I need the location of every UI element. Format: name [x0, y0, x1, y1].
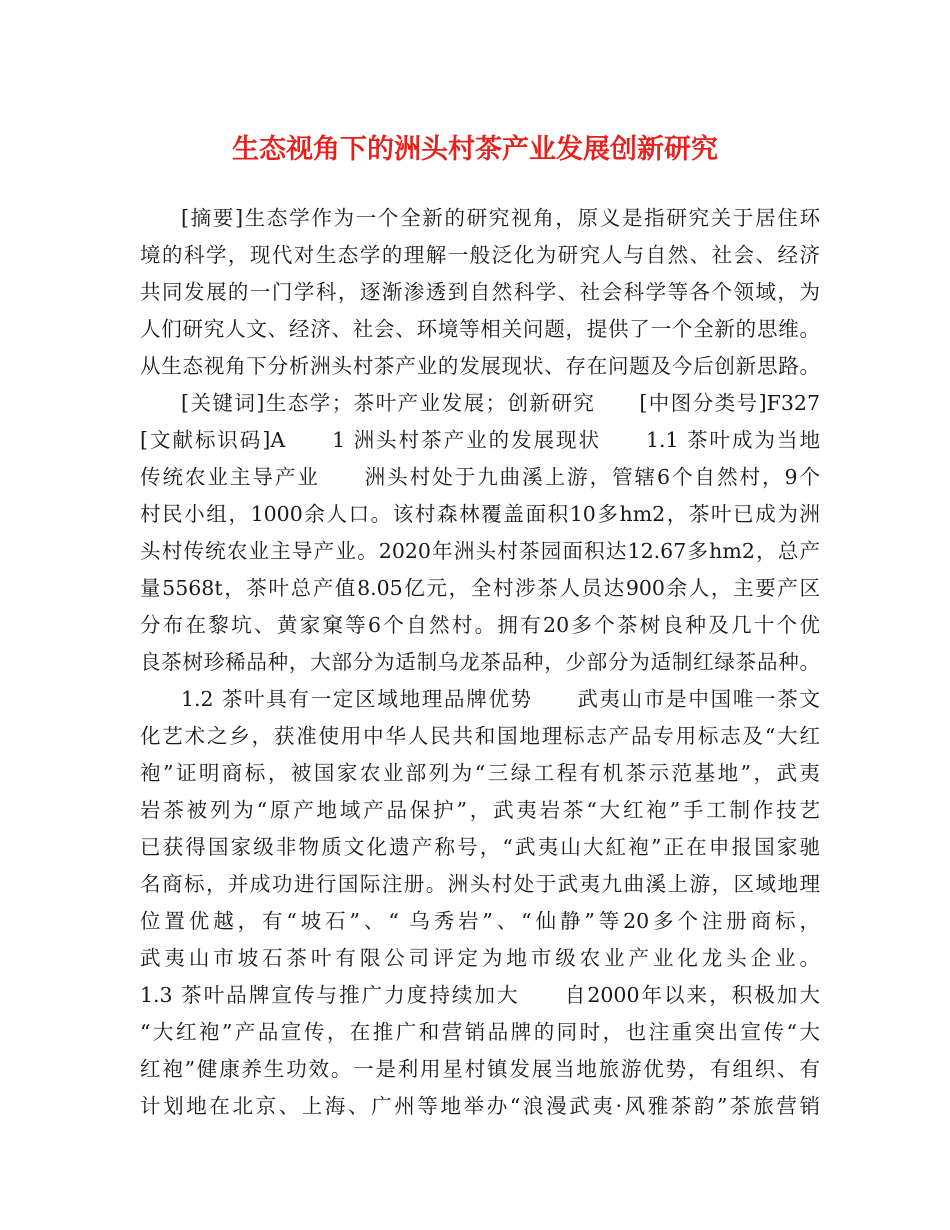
text-line: 红袍”健康养生功效。一是利用星村镇发展当地旅游优势，有组织、有	[140, 1057, 820, 1081]
text-line: 名商标，并成功进行国际注册。洲头村处于武夷九曲溪上游，区域地理	[140, 872, 820, 896]
text-line: 从生态视角下分析洲头村茶产业的发展现状、存在问题及今后创新思路。	[140, 354, 820, 378]
text-line: 良茶树珍稀品种，大部分为适制乌龙茶品种，少部分为适制红绿茶品种。	[140, 650, 820, 674]
text-line: 共同发展的一门学科，逐渐渗透到自然科学、社会科学等各个领域，为	[140, 280, 820, 304]
text-line: 分布在黎坑、黄家窠等6个自然村。拥有20多个茶树良种及几十个优	[140, 613, 820, 637]
text-line: 位置优越，有“坡石”、“ 乌秀岩”、“仙静”等20多个注册商标，	[140, 909, 820, 933]
text-line: 境的科学，现代对生态学的理解一般泛化为研究人与自然、社会、经济	[140, 243, 820, 267]
text-line: 1.3 茶叶品牌宣传与推广力度持续加大 自2000年以来，积极加大	[140, 983, 820, 1007]
text-line: 传统农业主导产业 洲头村处于九曲溪上游，管辖6个自然村，9个	[140, 465, 820, 489]
document-body	[140, 200, 820, 1125]
text-line: 武夷山市坡石茶叶有限公司评定为地市级农业产业化龙头企业。	[140, 946, 820, 970]
text-line: 袍”证明商标，被国家农业部列为“三绿工程有机茶示范基地”，武夷	[140, 761, 820, 785]
text-line: 村民小组，1000余人口。该村森林覆盖面积10多hm2，茶叶已成为洲	[140, 502, 820, 526]
text-line: [文献标识码]A 1 洲头村茶产业的发展现状 1.1 茶叶成为当地	[140, 428, 820, 452]
document-title: 生态视角下的洲头村茶产业发展创新研究	[232, 134, 718, 165]
text-line: [关键词]生态学；茶叶产业发展；创新研究 [中图分类号]F327	[181, 391, 820, 415]
text-line: “大红袍”产品宣传，在推广和营销品牌的同时，也注重突出宣传“大	[140, 1020, 820, 1044]
text-line: 岩茶被列为“原产地域产品保护”，武夷岩茶“大红袍”手工制作技艺	[140, 798, 820, 822]
text-line: 头村传统农业主导产业。2020年洲头村茶园面积达12.67多hm2，总产	[140, 539, 820, 563]
text-line: 计划地在北京、上海、广州等地举办“浪漫武夷·风雅茶韵”茶旅营销	[140, 1094, 820, 1118]
text-line: 已获得国家级非物质文化遗产称号，“武夷山大紅袍”正在申报国家驰	[140, 835, 820, 859]
text-line: 人们研究人文、经济、社会、环境等相关问题，提供了一个全新的思维。	[140, 317, 820, 341]
text-line: 量5568t，茶叶总产值8.05亿元，全村涉茶人员达900余人，主要产区	[140, 576, 820, 600]
text-line: 1.2 茶叶具有一定区域地理品牌优势 武夷山市是中国唯一茶文	[181, 687, 820, 711]
text-line: 化艺术之乡，获准使用中华人民共和国地理标志产品专用标志及“大红	[140, 724, 820, 748]
text-line: [摘要]生态学作为一个全新的研究视角，原义是指研究关于居住环	[181, 206, 820, 230]
